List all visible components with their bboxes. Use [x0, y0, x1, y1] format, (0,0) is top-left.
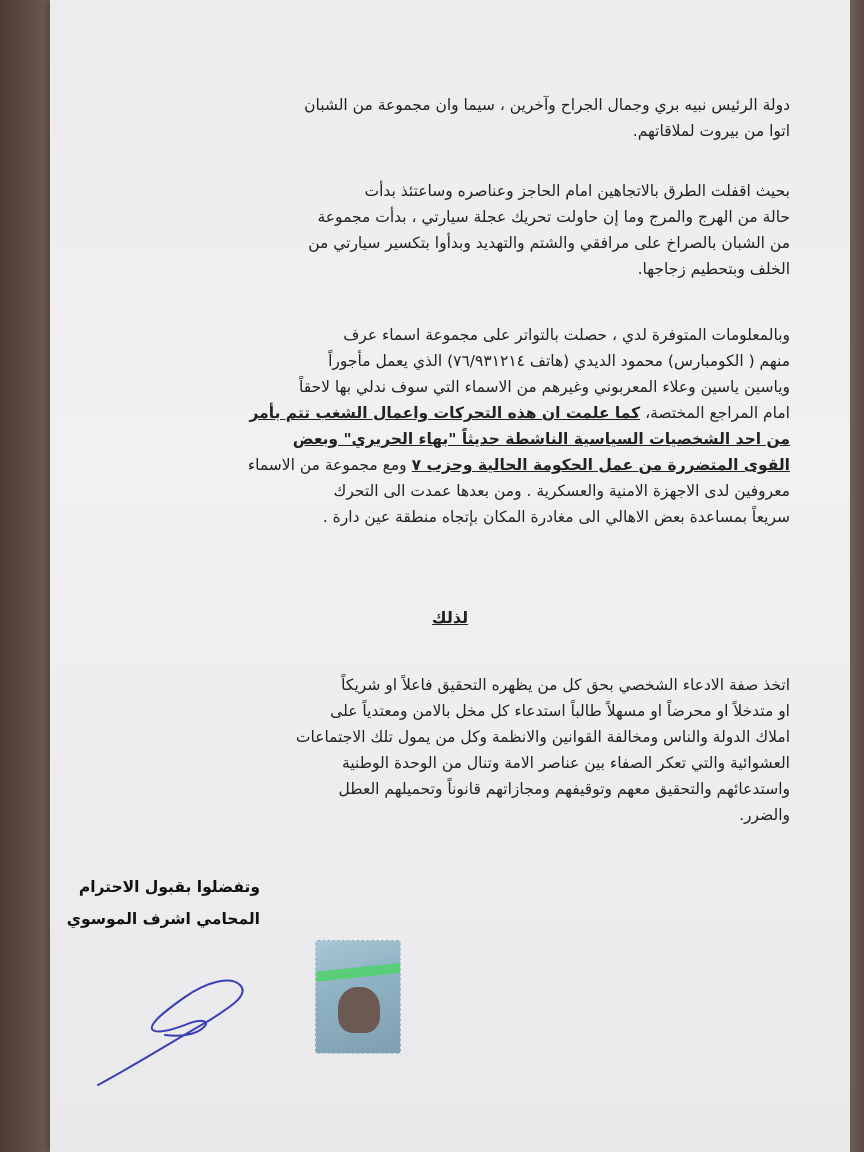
text-line: دولة الرئيس نبيه بري وجمال الجراح وآخرين ، سيما وان مجموعة من الشبان	[304, 96, 790, 114]
text-line: وياسين ياسين وعلاء المعربوني وغيرهم من الاسماء التي سوف ندلي بها لاحقاً	[299, 378, 790, 396]
text-line: والضرر.	[739, 806, 790, 824]
text-line: سريعاً بمساعدة بعض الاهالي الى مغادرة المكان بإتجاه منطقة عين دارة .	[322, 508, 790, 526]
text-line: من احد الشخصيات السياسية الناشطة حديثاً "بهاء الحريري" وبعض	[292, 430, 790, 448]
text-line: معروفين لدى الاجهزة الامنية والعسكرية . ومن بعدها عمدت الى التحرك	[333, 482, 790, 500]
paragraph-3	[90, 322, 790, 530]
paragraph-4	[90, 672, 790, 828]
closing-salutation: وتفضلوا بقبول الاحترام	[78, 878, 260, 896]
text-segment: امام المراجع المختصة،	[640, 404, 790, 422]
intro-paragraph	[90, 92, 790, 144]
signatory-name: المحامي اشرف الموسوي	[66, 910, 260, 928]
stamp-portrait	[338, 987, 380, 1033]
text-line: وبالمعلومات المتوفرة لدي ، حصلت بالتواتر على مجموعة اسماء عرف	[343, 326, 790, 344]
text-line: املاك الدولة والناس ومخالفة القوانين والانظمة وكل من يمول تلك الاجتماعات	[295, 728, 790, 746]
text-line: العشوائية والتي تعكر الصفاء بين عناصر الامة وتنال من الوحدة الوطنية	[342, 754, 790, 772]
text-line: اتخذ صفة الادعاء الشخصي بحق كل من يظهره التحقيق فاعلاً او شريكاً	[341, 676, 790, 694]
section-heading: لذلك	[431, 608, 469, 627]
text-line: بحيث اقفلت الطرق بالاتجاهين امام الحاجز وعناصره وساعتئذ بدأت	[364, 182, 790, 200]
stamp-cancel-mark	[315, 962, 401, 982]
document-page	[50, 0, 850, 1152]
emphasized-text: كما علمت ان هذه التحركات واعمال الشغب تتم بأمر	[249, 404, 641, 422]
text-line: من الشبان بالصراخ على مرافقي والشتم والتهديد وبدأوا بتكسير سيارتي من	[308, 234, 790, 252]
text-line	[90, 400, 790, 426]
fiscal-stamp	[315, 940, 401, 1054]
text-line	[90, 452, 790, 478]
text-line: حالة من الهرج والمرج وما إن حاولت تحريك عجلة سيارتي ، بدأت مجموعة	[317, 208, 790, 226]
handwritten-signature	[90, 965, 280, 1090]
text-line: اتوا من بيروت لملاقاتهم.	[632, 122, 790, 140]
emphasized-text: القوى المتضررة من عمل الحكومة الحالية وحزب ٧	[411, 456, 790, 474]
paragraph-2	[90, 178, 790, 282]
text-line: واستدعائهم والتحقيق معهم وتوقيفهم ومجازاتهم قانوناً وتحميلهم العطل	[338, 780, 790, 798]
text-line: الخلف وبتحطيم زجاجها.	[637, 260, 790, 278]
text-segment: ومع مجموعة من الاسماء	[247, 456, 412, 474]
text-line: او متدخلاً او محرضاً او مسهلاً طالباً استدعاء كل مخل بالامن ومعتدياً على	[330, 702, 790, 720]
text-line: منهم ( الكومبارس) محمود الديدي (هاتف ٧٦/٩٣١٢١٤) الذي يعمل مأجوراً	[328, 352, 790, 370]
